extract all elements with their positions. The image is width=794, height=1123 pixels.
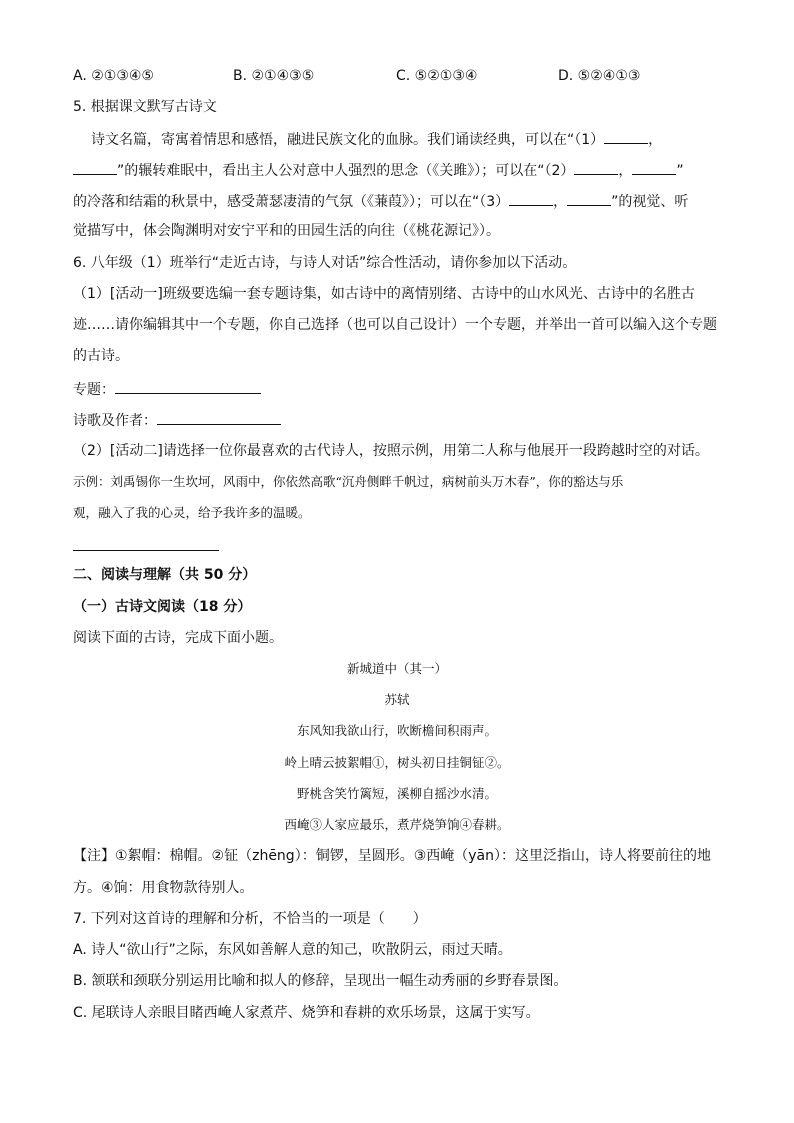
answer-blank[interactable]: [604, 128, 648, 144]
poem-line: 野桃含笑竹篱短，溪柳自摇沙水清。: [296, 786, 497, 801]
example-line: 观，融入了我的心灵，给予我许多的温暖。: [73, 505, 311, 520]
poem-title: 新城道中（其一）: [346, 661, 447, 676]
q5-text: ，: [553, 194, 568, 210]
example-line: 示例：刘禹锡你一生坎坷，风雨中，你依然高歌“沉舟侧畔千帆过，病树前头万木春”，你的豁达与乐: [73, 474, 624, 489]
poem-line: 西崦③人家应最乐，煮芹烧笋饷④春耕。: [284, 817, 510, 832]
answer-blank[interactable]: [574, 159, 618, 175]
poem-line: 岭上晴云披絮帽①，树头初日挂铜钲②。: [284, 755, 510, 770]
poem-author: 苏轼: [384, 692, 410, 707]
poem-author-label: 诗歌及作者：: [73, 413, 157, 429]
poem-author-blank[interactable]: [157, 409, 281, 425]
q5-text: ，: [648, 132, 663, 148]
q7-option-c[interactable]: C. 尾联诗人亲眼目睹西崦人家煮芹、烧笋和春耕的欢乐场景，这属于实写。: [73, 1005, 540, 1021]
q7-title: 7. 下列对这首诗的理解和分析，不恰当的一项是（ ）: [73, 911, 427, 927]
q5-title: 5. 根据课文默写古诗文: [73, 99, 217, 115]
poem-line: 东风知我欲山行，吹断檐间积雨声。: [296, 723, 497, 738]
topic-row: [73, 378, 261, 400]
q4-option-a[interactable]: A. ②①③④⑤: [73, 68, 154, 84]
section-heading: 二、阅读与理解（共 50 分）: [73, 567, 257, 583]
q5-text: 诗文名篇，寄寓着情思和感悟，融进民族文化的血脉。我们诵读经典，可以在“（1）: [91, 132, 605, 148]
answer-line-divider: [73, 550, 219, 551]
q4-option-c[interactable]: C. ⑤②①③④: [396, 68, 478, 84]
answer-blank[interactable]: [567, 190, 611, 206]
q6-activity1-line: 迹……请你编辑其中一个专题，你自己选择（也可以自己设计）一个专题，并举出一首可以编入这个专题: [73, 317, 717, 333]
q5-paragraph-line: [73, 159, 684, 181]
reading-instruction: 阅读下面的古诗，完成下面小题。: [73, 630, 283, 646]
answer-blank[interactable]: [632, 159, 676, 175]
q5-text: ”的辗转难眠中，看出主人公对意中人强烈的思念（《关雎》）；可以在“（2）: [117, 163, 575, 179]
q6-title: 6. 八年级（1）班举行“走近古诗，与诗人对话”综合性活动，请你参加以下活动。: [73, 255, 577, 271]
q4-option-b[interactable]: B. ②①④③⑤: [233, 68, 315, 84]
subsection-heading: （一）古诗文阅读（18 分）: [73, 599, 252, 615]
note-line: 【注】①絮帽：棉帽。②钲（zhēng）：铜锣，呈圆形。③西崦（yān）：这里泛指山，诗人将要前往的地: [73, 848, 711, 864]
q5-text: ，: [618, 163, 633, 179]
q6-activity1-line: （1）[活动一]班级要选编一套专题诗集，如古诗中的离情别绪、古诗中的山水风光、古诗中的名胜古: [73, 286, 695, 302]
topic-blank[interactable]: [115, 378, 261, 394]
answer-blank[interactable]: [509, 190, 553, 206]
q5-text: ”的视觉、听: [611, 194, 689, 210]
q4-option-d[interactable]: D. ⑤②④①③: [558, 68, 641, 84]
q7-option-a[interactable]: A. 诗人“欲山行”之际，东风如善解人意的知己，吹散阴云，雨过天晴。: [73, 942, 512, 958]
note-line: 方。④饷：用食物款待别人。: [73, 880, 254, 896]
q5-paragraph-line: 觉描写中，体会陶渊明对安宁平和的田园生活的向往（《桃花源记》）。: [73, 223, 500, 239]
q7-option-b[interactable]: B. 颔联和颈联分别运用比喻和拟人的修辞，呈现出一幅生动秀丽的乡野春景图。: [73, 973, 568, 989]
q5-paragraph-line: [73, 190, 688, 212]
answer-blank[interactable]: [73, 159, 117, 175]
q5-paragraph-line: [91, 128, 662, 150]
q6-activity1-line: 的古诗。: [73, 348, 129, 364]
topic-label: 专题：: [73, 382, 115, 398]
poem-author-row: [73, 409, 281, 431]
q5-text: 的冷落和结霜的秋景中，感受萧瑟凄清的气氛（《蒹葭》）；可以在“（3）: [73, 194, 510, 210]
q5-text: ”: [676, 163, 684, 179]
q6-activity2: （2）[活动二]请选择一位你最喜欢的古代诗人，按照示例，用第二人称与他展开一段跨越时空的对话。: [73, 443, 709, 459]
